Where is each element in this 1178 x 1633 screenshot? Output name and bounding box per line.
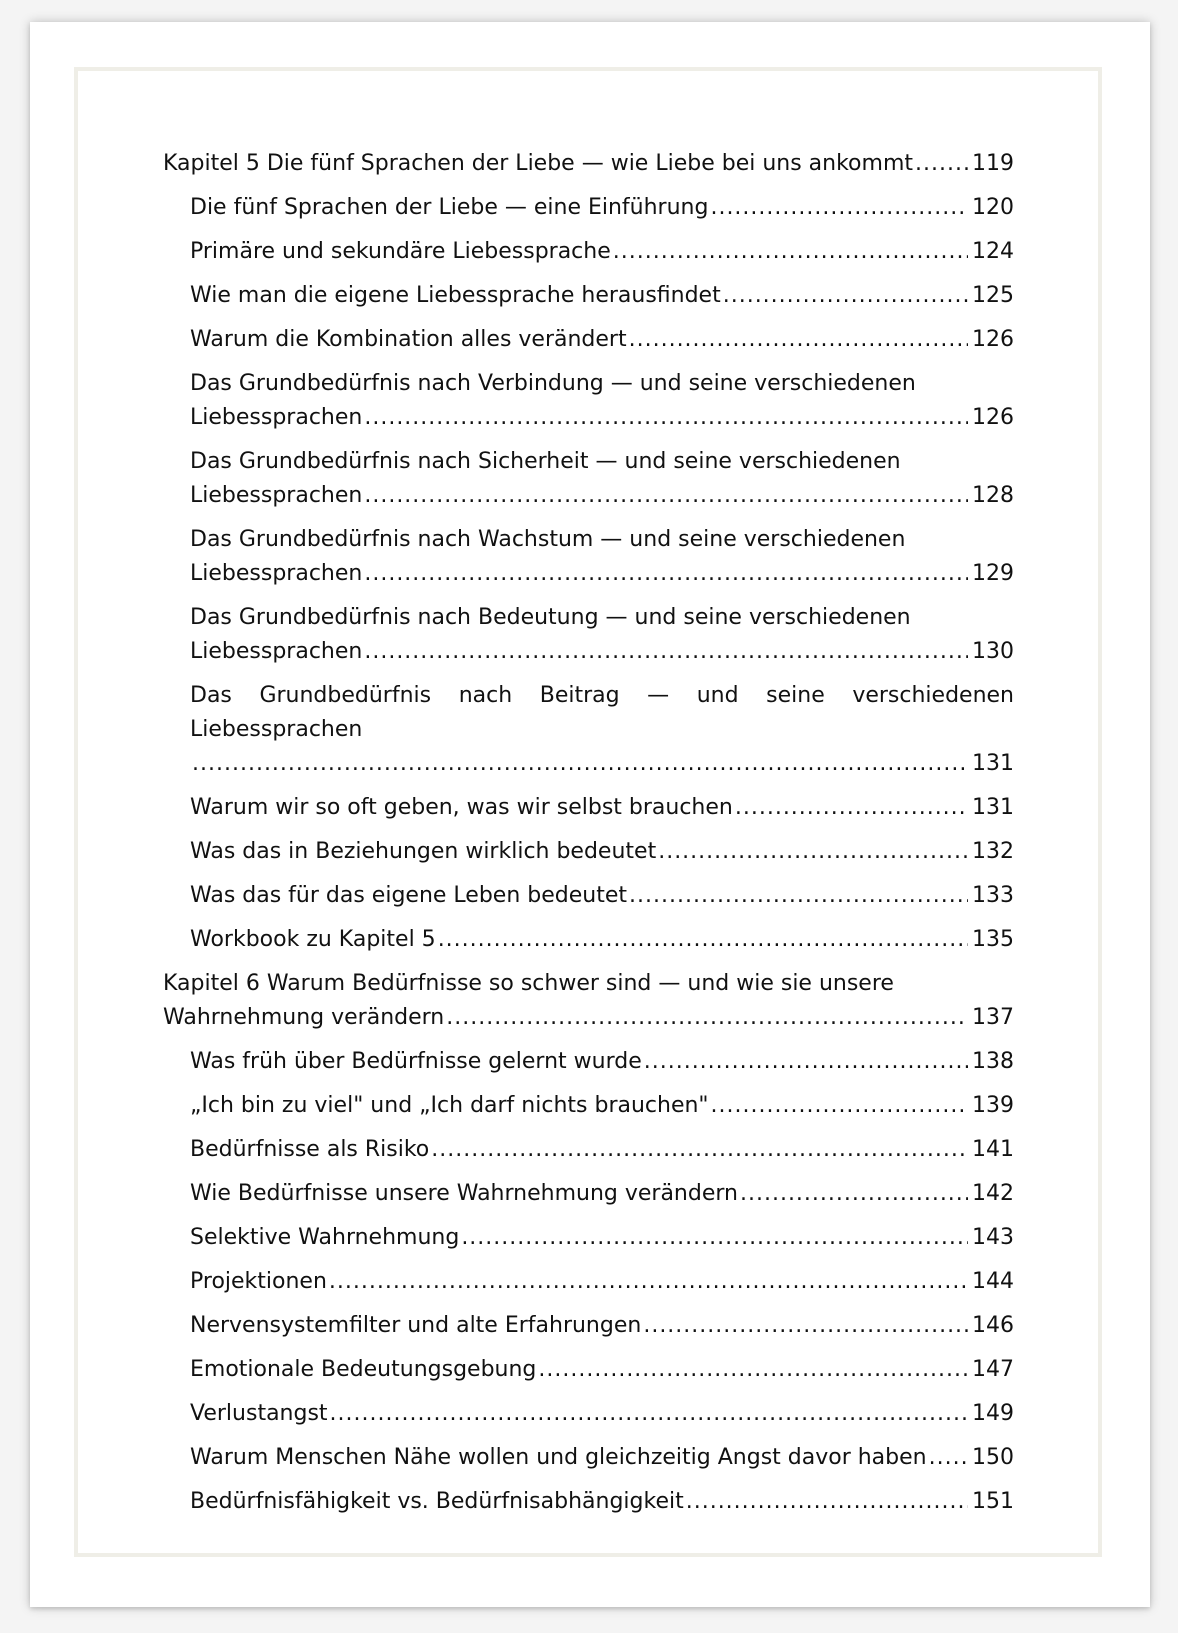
toc-entry-leader-line (190, 635, 1014, 669)
toc-page-number: 132 (972, 839, 1014, 864)
toc-entry-leader-line (190, 1177, 1014, 1211)
toc-page-number: 138 (972, 1049, 1014, 1074)
toc-dot-leader (643, 1309, 968, 1343)
toc-page-number: 150 (972, 1445, 1014, 1470)
toc-page-number: 130 (972, 639, 1014, 664)
toc-section-entry[interactable] (163, 1353, 1014, 1387)
toc-section-entry[interactable] (163, 835, 1014, 869)
toc-section-entry[interactable] (163, 279, 1014, 313)
toc-entry-title: „Ich bin zu viel" und „Ich darf nichts brauchen" (190, 1093, 709, 1118)
toc-section-entry[interactable] (163, 1221, 1014, 1255)
toc-entry-title: Was früh über Bedürfnisse gelernt wurde (190, 1049, 642, 1074)
toc-entry-title: Workbook zu Kapitel 5 (190, 927, 436, 952)
toc-section-entry[interactable] (163, 523, 1014, 591)
toc-page-number: 149 (972, 1401, 1014, 1426)
toc-page-number: 133 (972, 883, 1014, 908)
toc-dot-leader (723, 279, 968, 313)
toc-dot-leader (446, 1001, 968, 1035)
toc-entry-title-line: Das Grundbedürfnis nach Sicherheit — und seine verschiedenen (190, 449, 901, 474)
toc-dot-leader (686, 1485, 968, 1519)
toc-dot-leader (431, 1133, 968, 1167)
toc-page-number: 141 (972, 1137, 1014, 1162)
toc-page-number: 137 (972, 1005, 1014, 1030)
toc-section-entry[interactable] (163, 1441, 1014, 1475)
toc-entry-title: Warum wir so oft geben, was wir selbst brauchen (190, 795, 733, 820)
toc-entry-leader-line (190, 879, 1014, 913)
toc-entry-leader-line (190, 1265, 1014, 1299)
toc-entry-title: Wie Bedürfnisse unsere Wahrnehmung verändern (190, 1181, 738, 1206)
toc-entry-leader-line (190, 1089, 1014, 1123)
toc-entry-title: Nervensystemfilter und alte Erfahrungen (190, 1313, 642, 1338)
toc-entry-title: Liebessprachen (190, 483, 363, 508)
toc-entry-leader-line (190, 923, 1014, 957)
toc-page-number: 124 (972, 239, 1014, 264)
toc-entry-leader-line (190, 401, 1014, 435)
toc-page-number: 144 (972, 1269, 1014, 1294)
toc-dot-leader (629, 323, 968, 357)
toc-dot-leader (364, 635, 968, 669)
toc-page-number: 146 (972, 1313, 1014, 1338)
toc-entry-leader-line (190, 835, 1014, 869)
toc-page-number: 119 (972, 151, 1014, 176)
toc-page-number: 147 (972, 1357, 1014, 1382)
toc-entry-title: Primäre und sekundäre Liebessprache (190, 239, 611, 264)
toc-section-entry[interactable] (163, 323, 1014, 357)
toc-chapter-entry[interactable] (163, 147, 1014, 181)
toc-dot-leader (330, 1397, 968, 1431)
toc-section-entry[interactable] (163, 235, 1014, 269)
toc-page-number: 135 (972, 927, 1014, 952)
toc-entry-title-line: Das Grundbedürfnis nach Wachstum — und seine verschiedenen (190, 527, 906, 552)
toc-entry-leader-line (190, 191, 1014, 225)
toc-entry-leader-line (190, 235, 1014, 269)
toc-section-entry[interactable] (163, 923, 1014, 957)
toc-entry-title: Wie man die eigene Liebessprache herausfindet (190, 283, 721, 308)
toc-page-number: 126 (972, 327, 1014, 352)
toc-entry-title: Liebessprachen (190, 561, 363, 586)
toc-dot-leader (438, 923, 968, 957)
toc-entry-leader-line (190, 557, 1014, 591)
toc-entry-title: Selektive Wahrnehmung (190, 1225, 460, 1250)
toc-entry-leader-line (190, 1045, 1014, 1079)
toc-section-entry[interactable] (163, 1485, 1014, 1519)
toc-entry-title: Was das für das eigene Leben bedeutet (190, 883, 628, 908)
toc-entry-leader-line (190, 323, 1014, 357)
toc-entry-title: Bedürfnisse als Risiko (190, 1137, 430, 1162)
toc-entry-title: Wahrnehmung verändern (163, 1005, 445, 1030)
toc-dot-leader (740, 1177, 968, 1211)
toc-entry-title: Die fünf Sprachen der Liebe — eine Einführung (190, 195, 709, 220)
toc-entry-leader-line (163, 147, 1014, 181)
toc-section-entry[interactable] (163, 679, 1014, 781)
toc-dot-leader (711, 1089, 968, 1123)
toc-section-entry[interactable] (163, 1133, 1014, 1167)
toc-dot-leader (329, 1265, 968, 1299)
toc-entry-leader-line (190, 1221, 1014, 1255)
toc-section-entry[interactable] (163, 445, 1014, 513)
toc-section-entry[interactable] (163, 191, 1014, 225)
toc-dot-leader (658, 835, 968, 869)
toc-entry-title: Liebessprachen (190, 639, 363, 664)
toc-entry-leader-line (190, 1397, 1014, 1431)
toc-entry-leader-line (163, 1001, 1014, 1035)
toc-page-number: 125 (972, 283, 1014, 308)
toc-section-entry[interactable] (163, 791, 1014, 825)
toc-dot-leader (538, 1353, 968, 1387)
toc-section-entry[interactable] (163, 1089, 1014, 1123)
toc-page-number: 126 (972, 405, 1014, 430)
toc-dot-leader (629, 879, 968, 913)
toc-dot-leader (364, 557, 968, 591)
toc-entry-title-line: Kapitel 6 Warum Bedürfnisse so schwer sind — und wie sie unsere (163, 971, 894, 996)
toc-page-number: 131 (972, 751, 1014, 776)
toc-entry-leader-line (190, 1485, 1014, 1519)
toc-dot-leader (735, 791, 968, 825)
toc-entry-title: Bedürfnisfähigkeit vs. Bedürfnisabhängigkeit (190, 1489, 684, 1514)
toc-entry-leader-line (190, 479, 1014, 513)
toc-entry-title: Projektionen (190, 1269, 327, 1294)
toc-page-number: 131 (972, 795, 1014, 820)
toc-section-entry[interactable] (163, 367, 1014, 435)
toc-dot-leader (364, 401, 968, 435)
toc-page-number: 151 (972, 1489, 1014, 1514)
toc-dot-leader (929, 1441, 968, 1475)
toc-entry-title: Liebessprachen (190, 405, 363, 430)
toc-page-number: 129 (972, 561, 1014, 586)
toc-dot-leader (644, 1045, 968, 1079)
toc-entry-title-line: Das Grundbedürfnis nach Beitrag — und seine verschiedenen Liebessprachen (190, 683, 1014, 742)
toc-entry-leader-line (190, 747, 1014, 781)
toc-page-number: 128 (972, 483, 1014, 508)
toc-section-entry[interactable] (163, 1177, 1014, 1211)
toc-section-entry[interactable] (163, 1397, 1014, 1431)
toc-entry-title: Kapitel 5 Die fünf Sprachen der Liebe — wie Liebe bei uns ankommt (163, 151, 914, 176)
table-of-contents (163, 147, 1014, 1529)
toc-section-entry[interactable] (163, 1265, 1014, 1299)
toc-entry-leader-line (190, 1353, 1014, 1387)
toc-entry-title-line: Das Grundbedürfnis nach Bedeutung — und seine verschiedenen (190, 605, 911, 630)
toc-entry-leader-line (190, 279, 1014, 313)
toc-section-entry[interactable] (163, 1045, 1014, 1079)
toc-dot-leader (364, 479, 968, 513)
toc-dot-leader (192, 747, 968, 781)
toc-section-entry[interactable] (163, 1309, 1014, 1343)
toc-dot-leader (613, 235, 968, 269)
toc-chapter-entry[interactable] (163, 967, 1014, 1035)
document-page (30, 22, 1150, 1607)
toc-page-number: 120 (972, 195, 1014, 220)
toc-entry-title: Warum Menschen Nähe wollen und gleichzeitig Angst davor haben (190, 1445, 927, 1470)
toc-page-number: 139 (972, 1093, 1014, 1118)
toc-entry-leader-line (190, 1441, 1014, 1475)
toc-entry-title-line: Das Grundbedürfnis nach Verbindung — und seine verschiedenen (190, 371, 916, 396)
toc-entry-leader-line (190, 791, 1014, 825)
toc-dot-leader (710, 191, 968, 225)
toc-page-number: 143 (972, 1225, 1014, 1250)
toc-section-entry[interactable] (163, 879, 1014, 913)
toc-page-number: 142 (972, 1181, 1014, 1206)
toc-entry-leader-line (190, 1309, 1014, 1343)
toc-entry-title: Verlustangst (190, 1401, 328, 1426)
toc-entry-title: Warum die Kombination alles verändert (190, 327, 627, 352)
toc-entry-leader-line (190, 1133, 1014, 1167)
toc-entry-title: Was das in Beziehungen wirklich bedeutet (190, 839, 657, 864)
toc-dot-leader (915, 147, 968, 181)
toc-section-entry[interactable] (163, 601, 1014, 669)
toc-dot-leader (461, 1221, 968, 1255)
toc-entry-title: Emotionale Bedeutungsgebung (190, 1357, 537, 1382)
